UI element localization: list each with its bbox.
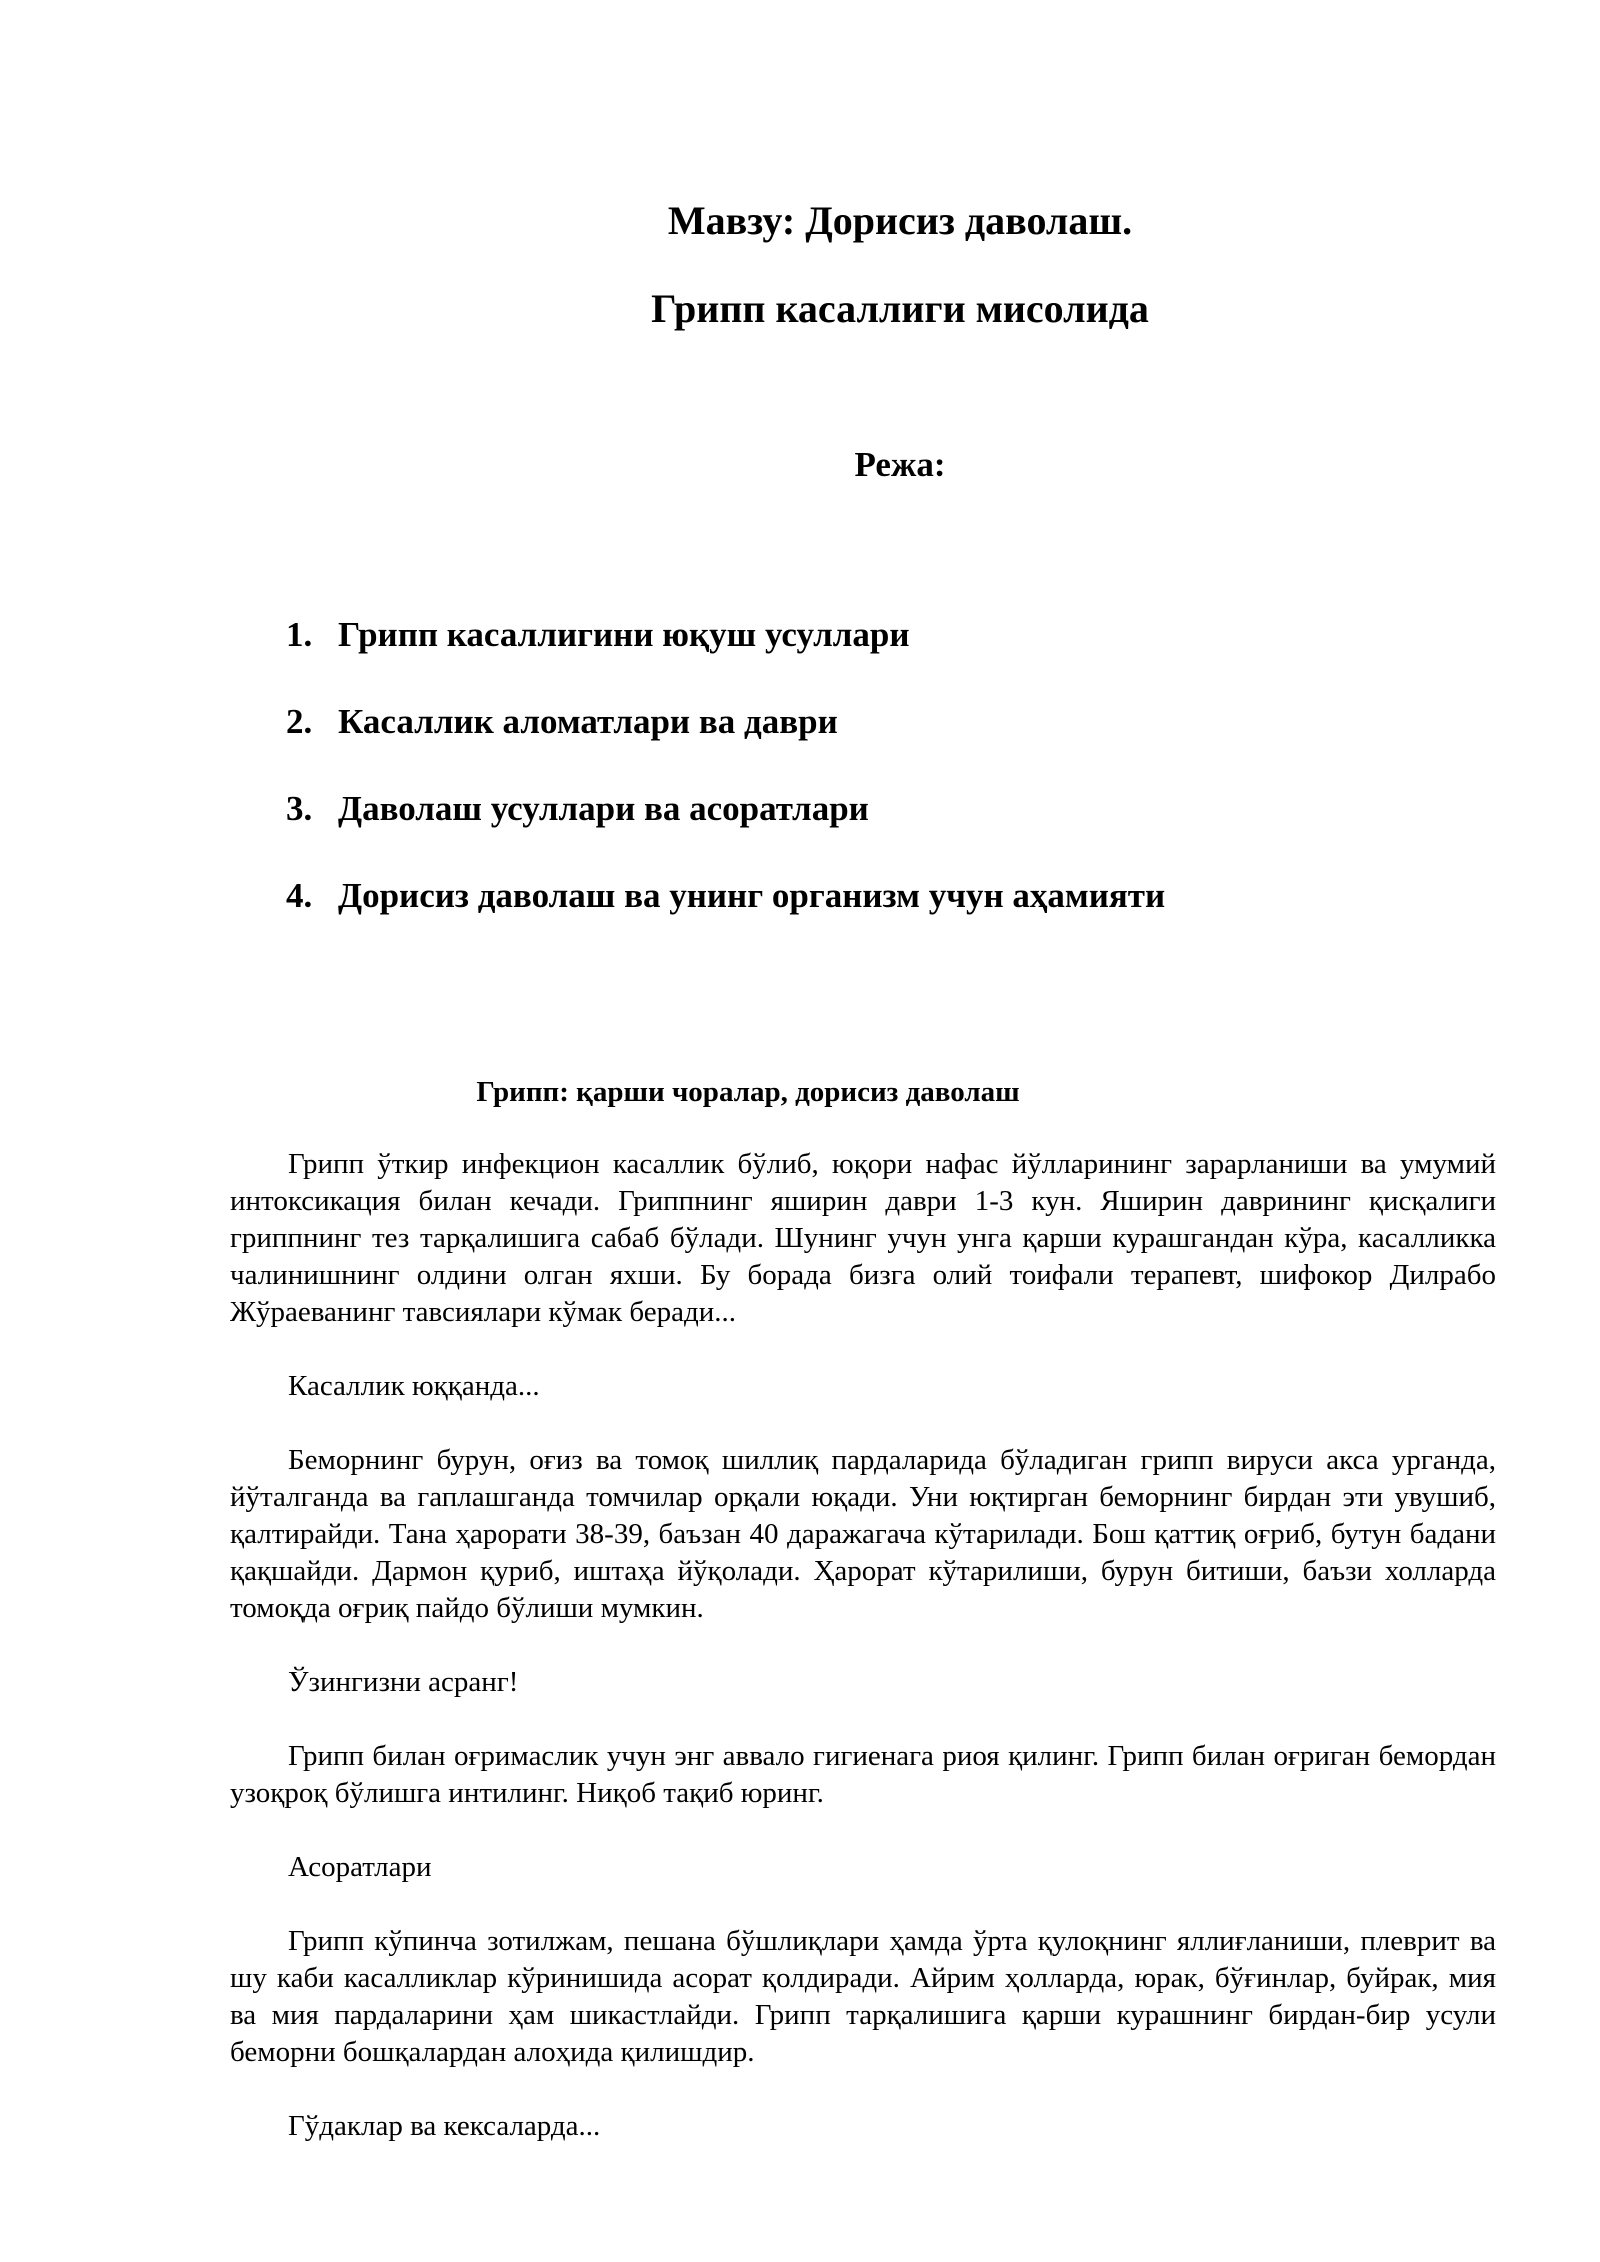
plan-item-text: Грипп касаллигини юқуш усуллари <box>338 615 910 654</box>
paragraph-subheading-complications: Асоратлари <box>288 1851 432 1883</box>
article-body <box>230 1146 1496 2182</box>
plan-item-3 <box>286 784 1486 834</box>
paragraph-subheading-infection: Касаллик юққанда... <box>288 1370 540 1402</box>
plan-heading: Режа: <box>854 445 946 484</box>
paragraph-prevention: Грипп билан оғримаслик учун энг аввало гигиенага риоя қилинг. Грипп билан оғриган бемордан узоқроқ бўлишга интилинг. Ниқоб тақиб юринг. <box>230 1740 1496 1809</box>
article-title: Грипп: қарши чоралар, дорисиз даволаш <box>476 1076 1020 1108</box>
plan-item-number: 1. <box>286 615 313 654</box>
paragraph-symptoms: Беморнинг бурун, оғиз ва томоқ шиллиқ пардаларида бўладиган грипп вируси акса урганда, йўталганда ва гаплашганда томчилар орқали юқади. Уни юқтирган беморнинг бирдан эти увушиб, қалтирайди. Тана ҳарорати 38-39, баъзан 40 даражагача кўтарилади. Бош қаттиқ оғриб, бутун бадани қақшайди. Дармон қуриб, иштаҳа йўқолади. Ҳарорат кўтарилиши, бурун битиши, баъзи холларда томоқда оғриқ пайдо бўлиши мумкин. <box>230 1444 1496 1624</box>
plan-item-number: 2. <box>286 702 313 741</box>
plan-item-2 <box>286 697 1486 747</box>
document-title <box>400 196 1400 334</box>
plan-item-text: Касаллик аломатлари ва даври <box>338 702 838 741</box>
plan-item-text: Дорисиз даволаш ва унинг организм учун аҳамияти <box>338 876 1166 915</box>
plan-item-number: 3. <box>286 789 313 828</box>
paragraph-subheading-protect: Ўзингизни асранг! <box>288 1666 519 1698</box>
title-line-1: Мавзу: Дорисиз даволаш. <box>667 198 1133 243</box>
paragraph-complications: Грипп кўпинча зотилжам, пешана бўшлиқлари ҳамда ўрта қулоқнинг яллиғланиши, плеврит ва шу каби касалликлар кўринишида асорат қолдиради. Айрим ҳолларда, юрак, бўғинлар, буйрак, мия ва мия пардаларини ҳам шикастлайди. Грипп тарқалишига қарши курашнинг бирдан-бир усули беморни бошқалардан алоҳида қилишдир. <box>230 1925 1496 2068</box>
plan-item-number: 4. <box>286 876 313 915</box>
plan-item-4 <box>286 871 1486 921</box>
plan-list <box>286 610 1486 958</box>
title-line-2: Грипп касаллиги мисолида <box>651 286 1149 331</box>
paragraph-subheading-infants: Гўдаклар ва кексаларда... <box>288 2110 601 2142</box>
plan-item-text: Даволаш усуллари ва асоратлари <box>338 789 869 828</box>
plan-item-1 <box>286 610 1486 660</box>
paragraph-intro: Грипп ўткир инфекцион касаллик бўлиб, юқори нафас йўлларининг зарарланиши ва умумий интоксикация билан кечади. Гриппнинг яширин даври 1-3 кун. Яширин даврининг қисқалиги гриппнинг тез тарқалишига сабаб бўлади. Шунинг учун унга қарши курашгандан кўра, касалликка чалинишнинг олдини олган яхши. Бу борада бизга олий тоифали терапевт, шифокор Дилрабо Жўраеванинг тавсиялари кўмак беради... <box>230 1148 1496 1328</box>
